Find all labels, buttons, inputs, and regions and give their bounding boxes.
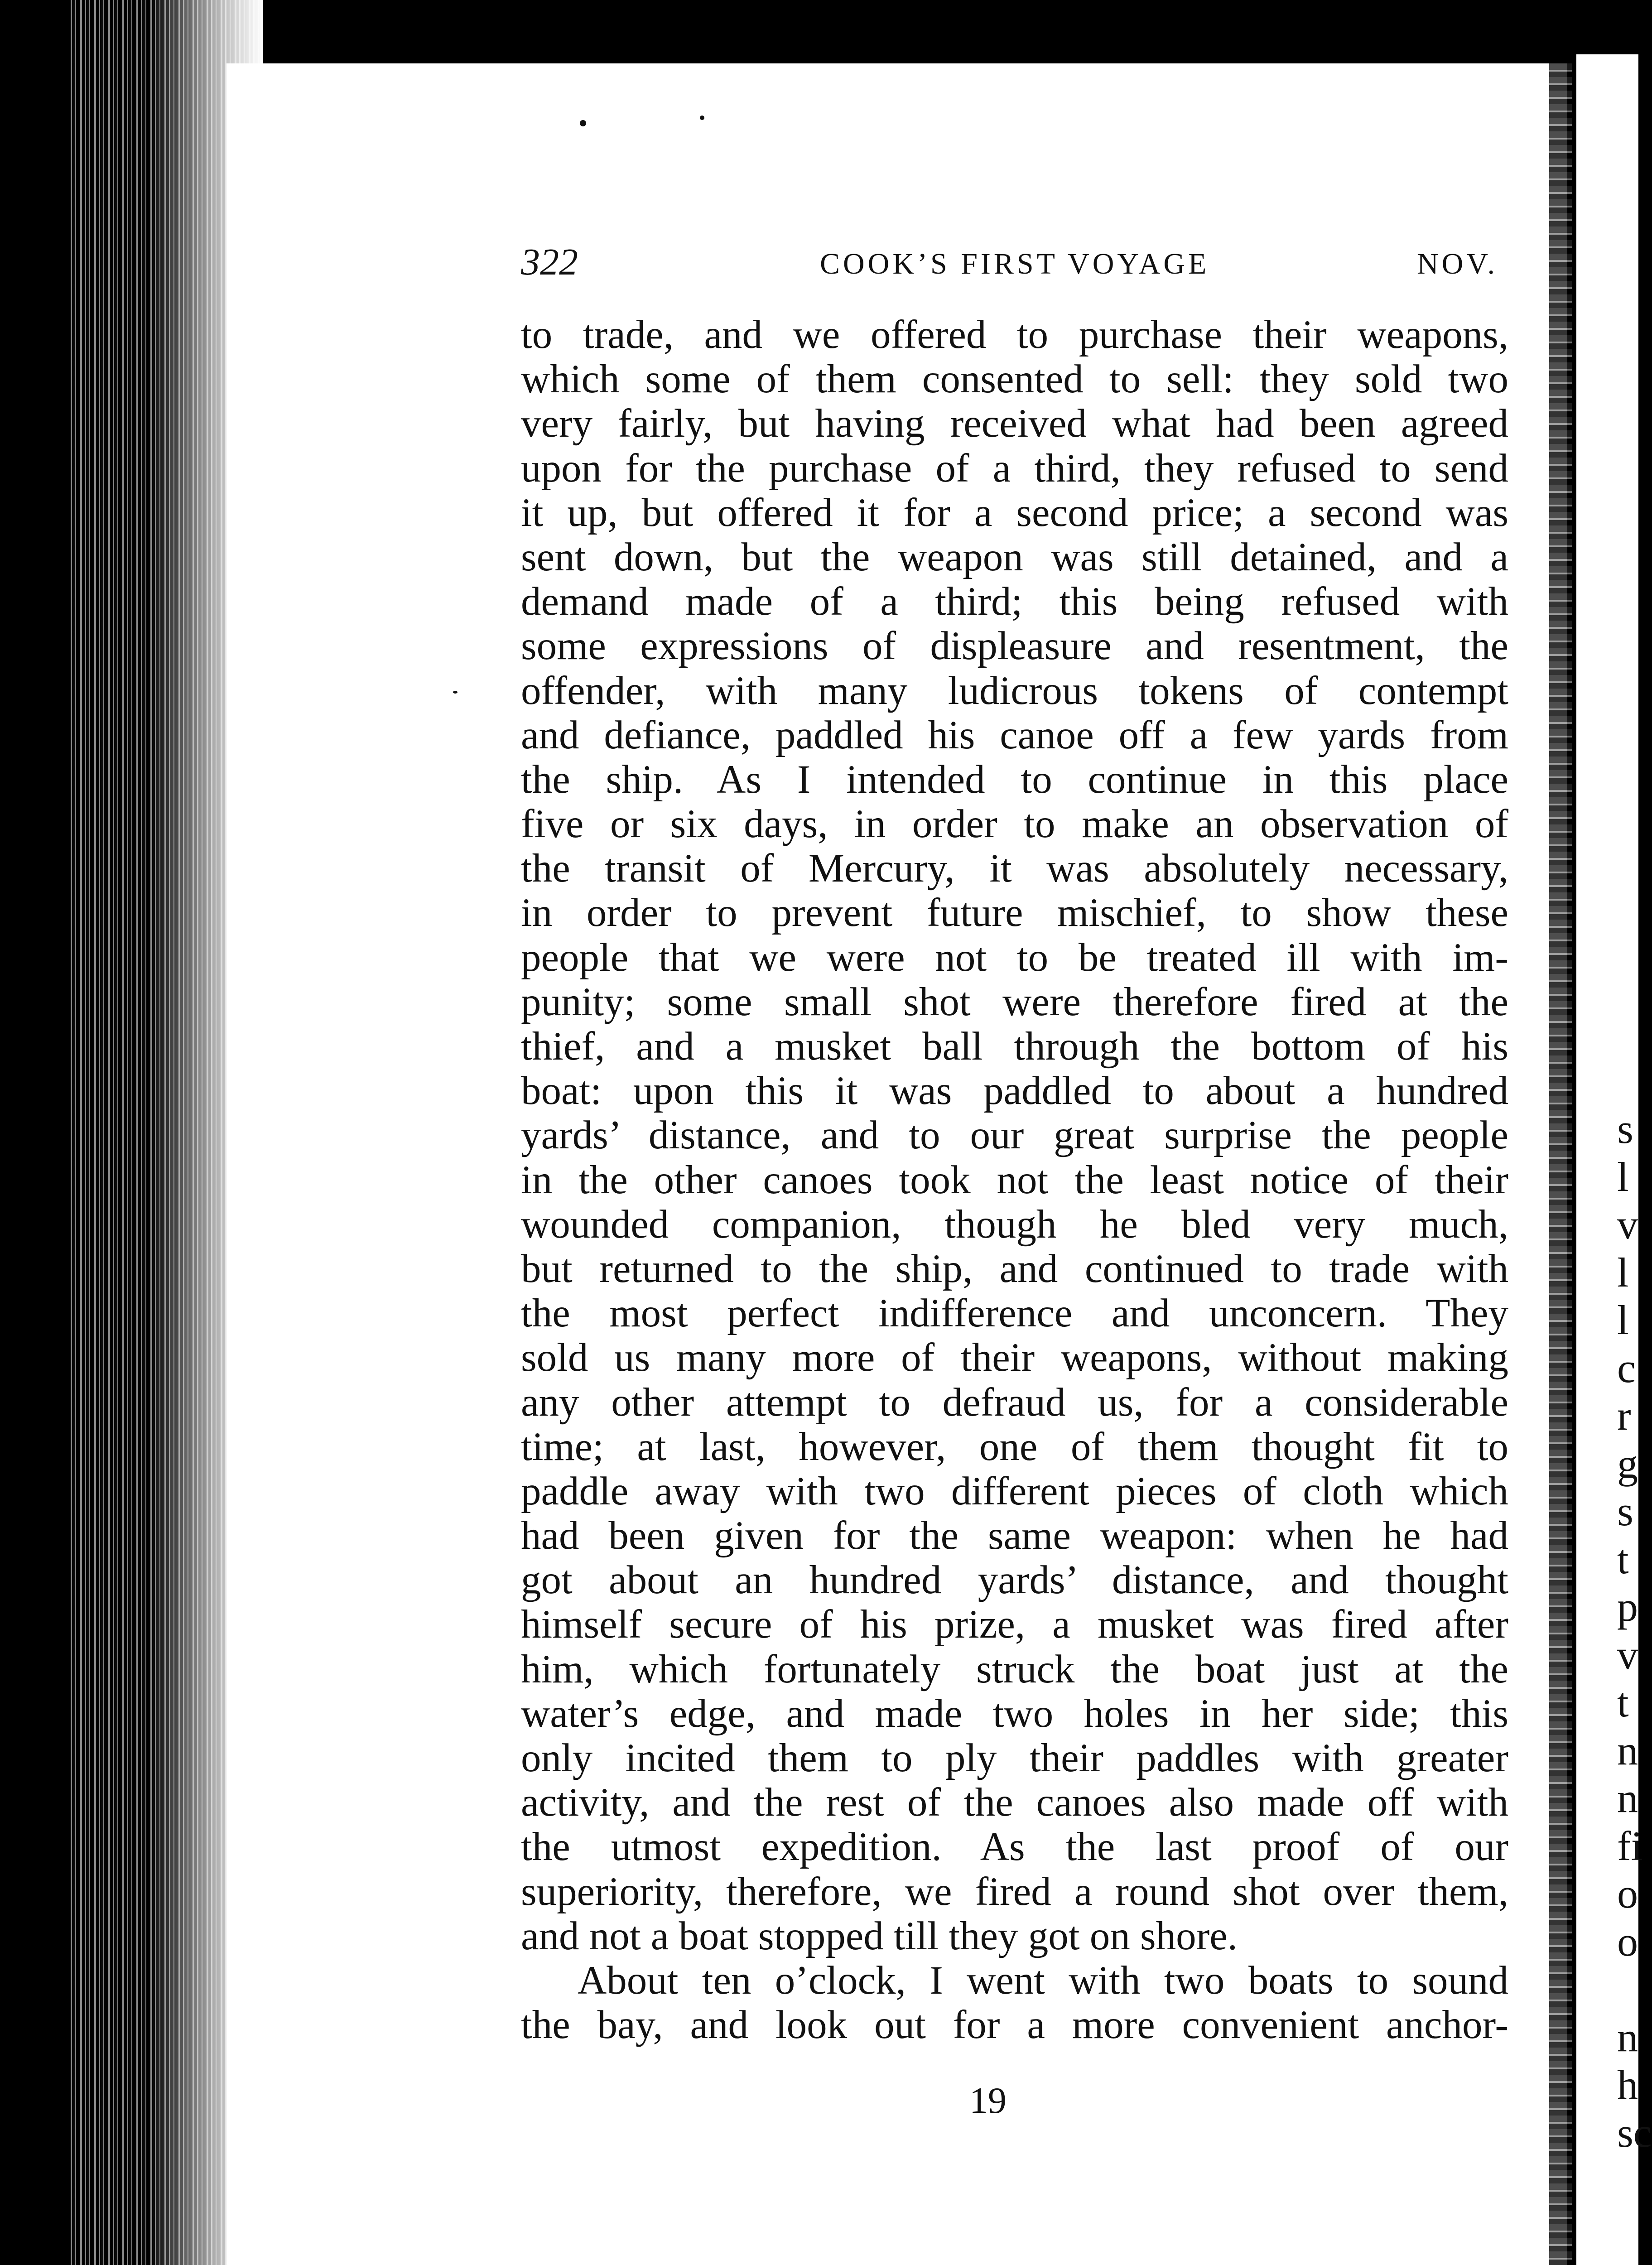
text-line: very fairly, but having received what had been agreed xyxy=(521,401,1508,446)
next-page-letter: s xyxy=(1617,1106,1633,1152)
next-page-letter: p xyxy=(1617,1584,1638,1630)
next-page-letter: t xyxy=(1617,1679,1629,1725)
text-line: and defiance, paddled his canoe off a few yards from xyxy=(521,713,1508,757)
next-page-letter: n xyxy=(1617,1775,1638,1821)
ink-speck xyxy=(700,116,704,120)
next-page-letter: l xyxy=(1617,1249,1629,1296)
ink-speck xyxy=(580,120,586,126)
text-line: the utmost expedition. As the last proof of our xyxy=(521,1825,1508,1870)
next-page-letter: h xyxy=(1617,2062,1638,2108)
next-page-letter: l xyxy=(1617,1153,1629,1200)
text-line: paddle away with two different pieces of cloth which xyxy=(521,1469,1508,1513)
text-line: five or six days, in order to make an observation of xyxy=(521,802,1508,847)
text-line: himself secure of his prize, a musket was fired after xyxy=(521,1602,1508,1647)
text-line: the most perfect indifference and unconcern. They xyxy=(521,1291,1508,1336)
text-line: it up, but offered it for a second price; a second was xyxy=(521,490,1508,535)
text-line: and not a boat stopped till they got on shore. xyxy=(521,1913,1238,1958)
text-line: time; at last, however, one of them thought fit to xyxy=(521,1424,1508,1469)
text-line: had been given for the same weapon: when he had xyxy=(521,1513,1508,1558)
text-line: upon for the purchase of a third, they refused to send xyxy=(521,446,1508,491)
text-line: the bay, and look out for a more convenient anchor- xyxy=(521,2003,1508,2048)
text-line: in order to prevent future mischief, to show these xyxy=(521,891,1508,935)
ink-speck xyxy=(453,691,458,694)
text-line: punity; some small shot were therefore fired at the xyxy=(521,979,1508,1024)
next-page-letter: l xyxy=(1617,1297,1629,1343)
text-line: got about an hundred yards’ distance, and thought xyxy=(521,1558,1508,1603)
next-page-letter: n xyxy=(1617,2014,1638,2060)
next-page-letter: v xyxy=(1617,1631,1638,1678)
next-page-letter: sc xyxy=(1617,2109,1652,2156)
next-page-letter: t xyxy=(1617,1536,1629,1582)
next-page-letter: n xyxy=(1617,1727,1638,1773)
text-line: him, which fortunately struck the boat just at the xyxy=(521,1647,1508,1692)
text-line: wounded companion, though he bled very much, xyxy=(521,1202,1508,1247)
text-line: but returned to the ship, and continued to trade with xyxy=(521,1246,1508,1291)
next-page-letters xyxy=(1617,1105,1652,2157)
next-page-letter: o xyxy=(1617,1918,1638,1965)
next-page-letter: fi xyxy=(1617,1822,1643,1869)
text-line: any other attempt to defraud us, for a considerable xyxy=(521,1380,1508,1425)
running-title: COOK’S FIRST VOYAGE xyxy=(820,247,1210,280)
next-page-letter: g xyxy=(1617,1440,1638,1487)
text-line: in the other canoes took not the least notice of their xyxy=(521,1157,1508,1202)
text-line: people that we were not to be treated ill with im- xyxy=(521,935,1508,980)
text-line: the transit of Mercury, it was absolutely necessary, xyxy=(521,846,1508,891)
text-line: which some of them consented to sell: they sold two xyxy=(521,357,1508,402)
text-line: offender, with many ludicrous tokens of contempt xyxy=(521,668,1508,713)
next-page-letter: r xyxy=(1617,1393,1631,1439)
body-text xyxy=(521,313,1508,2047)
next-page-letter: c xyxy=(1617,1345,1636,1391)
text-line: the ship. As I intended to continue in this place xyxy=(521,757,1508,802)
next-page-letter: v xyxy=(1617,1201,1638,1248)
text-line: only incited them to ply their paddles with greater xyxy=(521,1736,1508,1780)
text-line: yards’ distance, and to our great surprise the people xyxy=(521,1113,1508,1158)
printer-signature: 19 xyxy=(969,2080,1007,2121)
next-page-letter: o xyxy=(1617,1870,1638,1917)
text-line: superiority, therefore, we fired a round shot over them, xyxy=(521,1869,1508,1914)
text-line: some expressions of displeasure and resentment, the xyxy=(521,624,1508,669)
text-line: demand made of a third; this being refused with xyxy=(521,579,1508,624)
text-line: to trade, and we offered to purchase their weapons, xyxy=(521,313,1508,357)
page-number: 322 xyxy=(521,241,578,283)
running-month: NOV. xyxy=(1417,247,1498,280)
text-line: About ten o’clock, I went with two boats to sound xyxy=(578,1958,1508,2003)
next-page-letter: s xyxy=(1617,1488,1633,1534)
text-line: boat: upon this it was paddled to about a hundred xyxy=(521,1069,1508,1113)
text-line: water’s edge, and made two holes in her side; this xyxy=(521,1691,1508,1736)
text-line: sold us many more of their weapons, without making xyxy=(521,1335,1508,1380)
text-line: activity, and the rest of the canoes also made off with xyxy=(521,1780,1508,1825)
next-page-letter xyxy=(1617,1966,1644,2014)
text-line: thief, and a musket ball through the bottom of his xyxy=(521,1024,1508,1069)
text-line: sent down, but the weapon was still detained, and a xyxy=(521,535,1508,579)
